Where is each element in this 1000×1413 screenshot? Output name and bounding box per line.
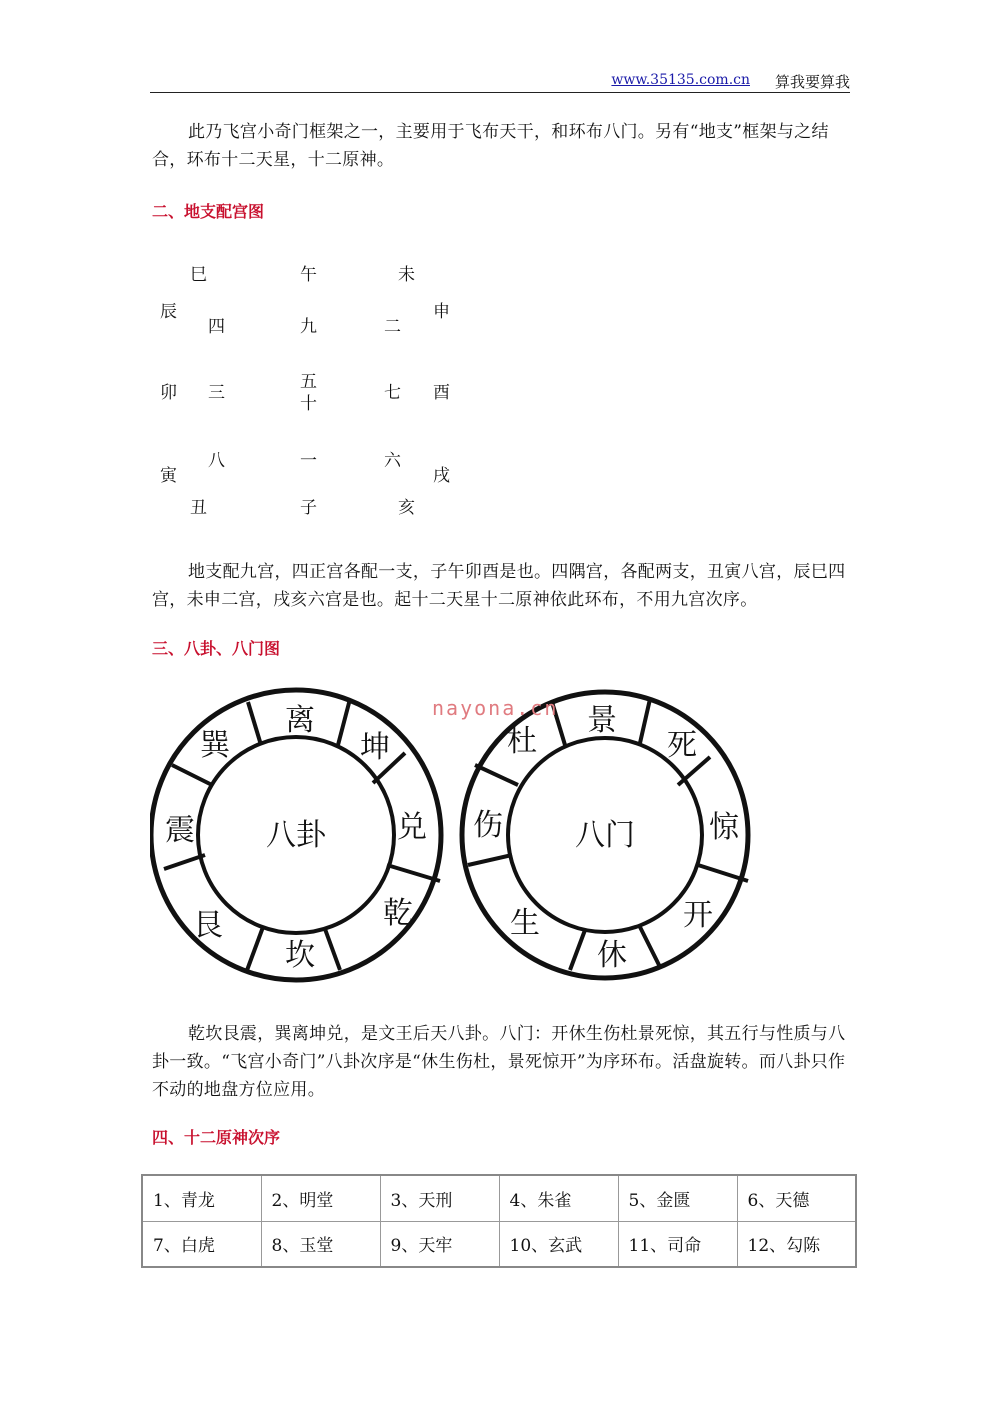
branch-wei: 未 bbox=[398, 265, 415, 285]
bagua-top-left: 巽 bbox=[200, 728, 230, 763]
table-cell: 4、朱雀 bbox=[499, 1175, 618, 1221]
bagua-bamen-wheels bbox=[150, 685, 762, 997]
table-row bbox=[142, 1175, 856, 1221]
header-url-link[interactable]: www.35135.com.cn bbox=[611, 72, 750, 88]
table-cell: 10、玄武 bbox=[499, 1221, 618, 1267]
branch-you: 酉 bbox=[433, 383, 450, 403]
bamen-bottom: 休 bbox=[597, 938, 627, 973]
table-cell: 9、天牢 bbox=[380, 1221, 499, 1267]
bamen-top-right: 死 bbox=[667, 728, 697, 763]
table-cell: 2、明堂 bbox=[261, 1175, 380, 1221]
branch-hai: 亥 bbox=[398, 498, 415, 518]
table-cell: 8、玉堂 bbox=[261, 1221, 380, 1267]
palace-1: 一 bbox=[300, 451, 317, 471]
bagua-top-right: 坤 bbox=[360, 730, 390, 765]
bagua-center: 八卦 bbox=[266, 818, 326, 853]
branch-wu: 午 bbox=[300, 265, 317, 285]
table-cell: 6、天德 bbox=[737, 1175, 856, 1221]
bagua-top: 离 bbox=[285, 703, 315, 738]
table-cell: 7、白虎 bbox=[142, 1221, 261, 1267]
branch-chou: 丑 bbox=[190, 498, 207, 518]
table-cell: 5、金匮 bbox=[618, 1175, 737, 1221]
bamen-center: 八门 bbox=[575, 818, 635, 853]
table-cell: 3、天刑 bbox=[380, 1175, 499, 1221]
branch-mao: 卯 bbox=[160, 383, 177, 403]
palace-2: 二 bbox=[384, 317, 401, 337]
bagua-bottom: 坎 bbox=[285, 938, 315, 973]
palace-7: 七 bbox=[384, 383, 401, 403]
palace-5: 五 bbox=[300, 372, 317, 392]
bagua-right: 兑 bbox=[397, 810, 427, 845]
branch-zi: 子 bbox=[300, 498, 317, 518]
table-row bbox=[142, 1221, 856, 1267]
table-cell: 12、勾陈 bbox=[737, 1221, 856, 1267]
branch-xu: 戌 bbox=[433, 466, 450, 486]
branch-si: 巳 bbox=[190, 265, 207, 285]
section4-title: 四、十二原神次序 bbox=[152, 1128, 281, 1147]
bamen-right: 惊 bbox=[709, 810, 739, 845]
bamen-bottom-right: 开 bbox=[683, 898, 713, 933]
bagua-bottom-left: 艮 bbox=[193, 908, 223, 943]
bagua-bottom-right: 乾 bbox=[383, 896, 413, 931]
bamen-bottom-left: 生 bbox=[510, 906, 540, 941]
palace-10: 十 bbox=[300, 394, 317, 414]
palace-3: 三 bbox=[208, 383, 225, 403]
section3-description: 乾坎艮震，巽离坤兑，是文王后天八卦。八门：开休生伤杜景死惊，其五行与性质与八卦一致。“飞宫小奇门”八卦次序是“休生伤杜，景死惊开”为序环布。活盘旋转。而八卦只作不动的地盘方位应用。 bbox=[152, 1024, 846, 1100]
section2-title: 二、地支配宫图 bbox=[152, 202, 265, 221]
intro-paragraph: 此乃飞宫小奇门框架之一，主要用于飞布天干，和环布八门。另有“地支”框架与之结合，环布十二天星，十二原神。 bbox=[152, 122, 829, 170]
table-cell: 1、青龙 bbox=[142, 1175, 261, 1221]
branch-chen: 辰 bbox=[160, 302, 177, 322]
palace-8: 八 bbox=[208, 451, 225, 471]
section3-title: 三、八卦、八门图 bbox=[152, 639, 281, 658]
bamen-left: 伤 bbox=[473, 808, 503, 843]
bagua-left: 震 bbox=[165, 813, 195, 848]
header-site-name: 算我要算我 bbox=[774, 73, 850, 91]
bamen-top: 景 bbox=[587, 703, 617, 738]
palace-4: 四 bbox=[208, 317, 225, 337]
section2-description: 地支配九宫，四正宫各配一支，子午卯酉是也。四隅宫，各配两支，丑寅八宫，辰巳四宫，未申二宫，戌亥六宫是也。起十二天星十二原神依此环布，不用九宫次序。 bbox=[152, 562, 846, 610]
table-cell: 11、司命 bbox=[618, 1221, 737, 1267]
watermark: nayona.cn bbox=[432, 696, 559, 720]
palace-6: 六 bbox=[384, 451, 401, 471]
page-header bbox=[150, 70, 850, 93]
branch-shen: 申 bbox=[433, 302, 450, 322]
branch-yin: 寅 bbox=[160, 466, 177, 486]
bamen-top-left: 杜 bbox=[507, 724, 537, 759]
palace-9: 九 bbox=[300, 317, 317, 337]
twelve-gods-table bbox=[141, 1174, 857, 1268]
